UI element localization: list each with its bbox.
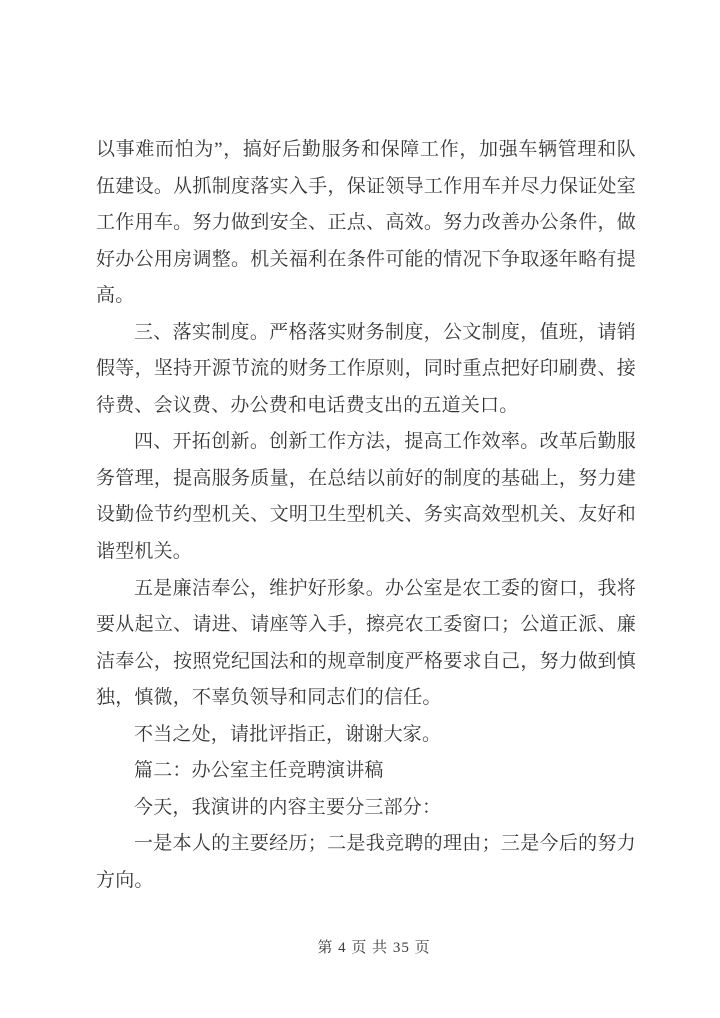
- paragraph-item-4: 四、开拓创新。创新工作方法，提高工作效率。改革后勤服务管理，提高服务质量，在总结以前好的制度的基础上，努力建设勤俭节约型机关、文明卫生型机关、务实高效型机关、友好和谐型机关。: [96, 431, 636, 563]
- paragraph-item-5: 五是廉洁奉公，维护好形象。办公室是农工委的窗口，我将要从起立、请进、请座等入手，擦亮农工委窗口；公道正派、廉洁奉公，按照党纪国法和的规章制度严格要求自己，努力做到慎独，慎微，不辜负领导和同志们的信任。: [96, 577, 636, 709]
- page-number-label: 第 4 页 共 35 页: [317, 940, 431, 956]
- paragraph-item-3: 三、落实制度。严格落实财务制度，公文制度，值班，请销假等，坚持开源节流的财务工作原则，同时重点把好印刷费、接待费、会议费、办公费和电话费支出的五道关口。: [96, 321, 636, 416]
- paragraph-continuation: 以事难而怕为”，搞好后勤服务和保障工作，加强车辆管理和队伍建设。从抓制度落实入手，保证领导工作用车并尽力保证处室工作用车。努力做到安全、正点、高效。努力改善办公条件，做好办公用房调整。机关福利在条件可能的情况下争取逐年略有提高。: [96, 139, 636, 307]
- paragraph-intro: 今天，我演讲的内容主要分三部分：: [134, 796, 442, 818]
- document-body: [96, 132, 636, 899]
- page-number-footer: [0, 936, 720, 957]
- paragraph-closing: 不当之处，请批评指正，谢谢大家。: [134, 723, 442, 745]
- paragraph-section-title: 篇二：办公室主任竞聘演讲稿: [134, 760, 384, 782]
- paragraph-outline: 一是本人的主要经历；二是我竞聘的理由；三是今后的努力方向。: [96, 833, 636, 891]
